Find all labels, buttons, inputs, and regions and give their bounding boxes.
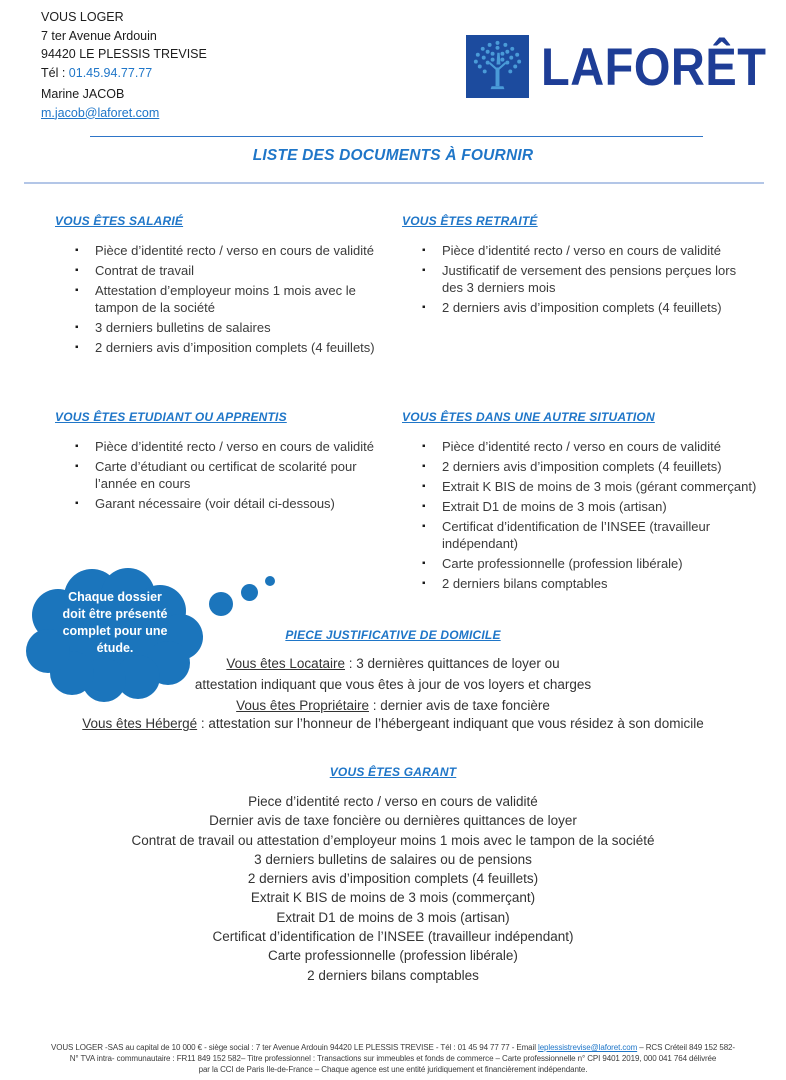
domicile-line-locataire (13, 656, 773, 671)
list-item: ▪ 2 derniers avis d’imposition complets (4 feuillets) (55, 340, 385, 357)
list-item: ▪ 2 derniers avis d’imposition complets (4 feuillets) (402, 300, 758, 317)
agency-phone-row (41, 64, 207, 83)
page-title: LISTE DES DOCUMENTS À FOURNIR (252, 147, 534, 164)
laforet-wordmark: LAFORÊT (541, 36, 767, 97)
callout-line: Chaque dossier (68, 590, 162, 604)
garant-line: Extrait D1 de moins de 3 mois (artisan) (276, 909, 510, 925)
list-item: ▪ Pièce d’identité recto / verso en cours de validité (402, 439, 762, 456)
domicile-line-heberge (13, 716, 773, 731)
agent-email-link[interactable]: m.jacob@laforet.com (41, 105, 160, 120)
garant-line: 3 derniers bulletins de salaires ou de pensions (254, 851, 532, 867)
cloud-callout-text (45, 589, 185, 657)
section-list-autre-situation (402, 439, 762, 592)
laforet-logo (466, 35, 766, 98)
laforet-tree-icon (466, 35, 529, 98)
list-item: ▪ Pièce d’identité recto / verso en cours de validité (55, 439, 385, 456)
section-salarie (55, 214, 385, 360)
garant-line: Certificat d’identification de l’INSEE (travailleur indépendant) (212, 929, 574, 945)
callout-line: doit être présenté (62, 607, 168, 621)
thought-dot-small (265, 576, 275, 586)
garant-line: Extrait K BIS de moins de 3 mois (commerçant) (250, 890, 536, 906)
domicile-line-proprietaire (13, 698, 773, 713)
divider-bottom (24, 182, 764, 184)
section-heading-domicile: PIECE JUSTIFICATIVE DE DOMICILE (285, 628, 501, 642)
section-list-retraite (402, 243, 758, 316)
footer-line-2: N° TVA intra- communautaire : FR11 849 152 582– Titre professionnel : Transactions sur immeubles et fonds de commerce – Carte professionnelle n° CPI 9401 2019, 000 041 764 délivrée (69, 1054, 717, 1063)
list-item: ▪ Pièce d’identité recto / verso en cours de validité (402, 243, 758, 260)
garant-list (13, 792, 773, 985)
section-list-salarie (55, 243, 385, 356)
garant-line: Piece d’identité recto / verso en cours de validité (248, 794, 538, 809)
list-item: ▪ 2 derniers bilans comptables (402, 576, 762, 593)
thought-dot-medium (241, 584, 258, 601)
heberge-text: : attestation sur l’honneur de l’hébergeant indiquant que vous résidez à son domicile (197, 716, 704, 731)
agency-address-line1: 7 ter Avenue Ardouin (41, 28, 157, 43)
legal-footer (0, 1042, 786, 1075)
section-autre-situation (402, 410, 762, 596)
list-item: ▪ Carte d’étudiant ou certificat de scolarité pour l’année en cours (55, 459, 385, 492)
locataire-label: Vous êtes Locataire (226, 656, 345, 671)
phone-number-link[interactable]: 01.45.94.77.77 (68, 65, 153, 80)
footer-text: VOUS LOGER -SAS au capital de 10 000 € - siège social : 7 ter Avenue Ardouin 94420 LE PLESSIS TREVISE - Tél : 01 45 94 77 77 - Email (51, 1043, 539, 1052)
section-retraite (402, 214, 758, 320)
list-item: ▪ Extrait D1 de moins de 3 mois (artisan) (402, 499, 762, 516)
list-item: ▪ Justificatif de versement des pensions perçues lors des 3 derniers mois (402, 263, 758, 296)
thought-dot-large (209, 592, 233, 616)
agency-contact-block (41, 8, 207, 122)
divider-top (90, 136, 703, 137)
garant-line: Carte professionnelle (profession libérale) (268, 948, 518, 964)
domicile-line-locataire-2: attestation indiquant que vous êtes à jour de vos loyers et charges (194, 677, 592, 692)
list-item: ▪ Extrait K BIS de moins de 3 mois (gérant commerçant) (402, 479, 762, 496)
list-item: ▪ 2 derniers avis d’imposition complets (4 feuillets) (402, 459, 762, 476)
section-list-etudiant (55, 439, 385, 512)
phone-label: Tél : (41, 65, 69, 80)
section-etudiant (55, 410, 385, 516)
section-heading-retraite: VOUS ÊTES RETRAITÉ (402, 214, 538, 228)
section-heading-etudiant: VOUS ÊTES ETUDIANT OU APPRENTIS (55, 410, 287, 424)
proprietaire-label: Vous êtes Propriétaire (236, 698, 369, 713)
list-item: ▪ Garant nécessaire (voir détail ci-dessous) (55, 496, 385, 513)
section-heading-autre-situation: VOUS ÊTES DANS UNE AUTRE SITUATION (402, 410, 655, 424)
garant-line: Dernier avis de taxe foncière ou dernières quittances de loyer (209, 813, 577, 829)
list-item: ▪ Contrat de travail (55, 263, 385, 280)
list-item: ▪ 3 derniers bulletins de salaires (55, 320, 385, 337)
footer-text: – RCS Créteil 849 152 582- (637, 1043, 735, 1052)
footer-line-3: par la CCI de Paris Ile-de-France – Chaque agence est une entité juridiquement et financièrement indépendante. (198, 1065, 588, 1074)
list-item: ▪ Carte professionnelle (profession libérale) (402, 556, 762, 573)
locataire-text: : 3 dernières quittances de loyer ou (344, 656, 560, 671)
garant-line: Contrat de travail ou attestation d’employeur moins 1 mois avec le tampon de la société (131, 832, 655, 848)
proprietaire-text: : dernier avis de taxe foncière (368, 698, 550, 713)
callout-line: complet pour une (62, 624, 168, 638)
heberge-label: Vous êtes Hébergé (82, 716, 198, 731)
agency-address-line2: 94420 LE PLESSIS TREVISE (41, 47, 207, 61)
section-heading-salarie: VOUS ÊTES SALARIÉ (55, 214, 184, 228)
list-item: ▪ Attestation d’employeur moins 1 mois avec le tampon de la société (55, 283, 385, 316)
list-item: ▪ Pièce d’identité recto / verso en cours de validité (55, 243, 385, 260)
garant-line: 2 derniers bilans comptables (307, 967, 479, 983)
contact-person: Marine JACOB (41, 87, 125, 101)
garant-line: 2 derniers avis d’imposition complets (4 feuillets) (247, 871, 539, 887)
list-item: ▪ Certificat d’identification de l’INSEE (travailleur indépendant) (402, 519, 762, 552)
footer-email-link[interactable]: leplessistrevise@laforet.com (538, 1043, 638, 1052)
agency-name: VOUS LOGER (41, 10, 124, 24)
footer-line-1 (0, 1042, 786, 1053)
section-heading-garant: VOUS ÊTES GARANT (329, 765, 457, 779)
callout-line: étude. (96, 641, 134, 655)
